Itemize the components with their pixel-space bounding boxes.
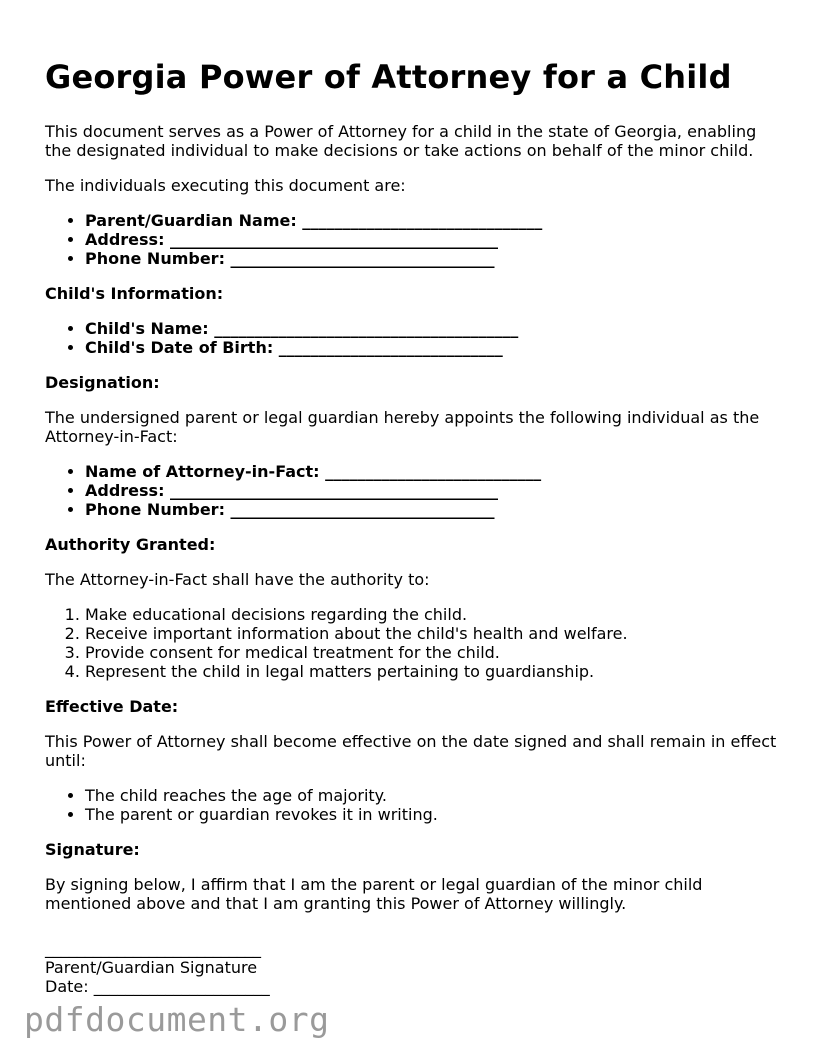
authority-list (45, 605, 785, 681)
signature-line: ___________________________ (45, 939, 261, 958)
intro-paragraph: This document serves as a Power of Attorney for a child in the state of Georgia, enabling the designated individual to make decisions or take actions on behalf of the minor child. (45, 122, 757, 160)
effective-conditions-list (45, 786, 785, 824)
effective-condition-item: • The child reaches the age of majority. (85, 786, 785, 805)
executing-intro: The individuals executing this document are: (45, 176, 406, 195)
signature-heading: Signature: (45, 840, 140, 859)
authority-heading: Authority Granted: (45, 535, 216, 554)
designation-heading: Designation: (45, 373, 160, 392)
document-page (45, 56, 785, 996)
designation-text: The undersigned parent or legal guardian hereby appoints the following individual as the Attorney-in-Fact: (45, 408, 760, 446)
signature-block (45, 939, 785, 996)
authority-item: 3. Provide consent for medical treatment for the child. (85, 643, 785, 662)
signature-label: Parent/Guardian Signature (45, 958, 258, 977)
parent-address-field: • Address: _________________________________________ (85, 230, 785, 249)
parent-phone-field: • Phone Number: _________________________________ (85, 249, 785, 268)
signature-text: By signing below, I affirm that I am the parent or legal guardian of the minor child mentioned above and that I am granting this Power of Attorney willingly. (45, 875, 703, 913)
child-info-heading: Child's Information: (45, 284, 224, 303)
authority-item: 1. Make educational decisions regarding the child. (85, 605, 785, 624)
parent-name-field: • Parent/Guardian Name: ______________________________ (85, 211, 785, 230)
watermark: pdfdocument.org (24, 1000, 330, 1039)
authority-text: The Attorney-in-Fact shall have the authority to: (45, 570, 430, 589)
attorney-address-field: • Address: _________________________________________ (85, 481, 785, 500)
authority-item: 4. Represent the child in legal matters pertaining to guardianship. (85, 662, 785, 681)
effective-date-text: This Power of Attorney shall become effective on the date signed and shall remain in effect until: (45, 732, 777, 770)
attorney-phone-field: • Phone Number: _________________________________ (85, 500, 785, 519)
attorney-fields-list (45, 462, 785, 519)
signature-date-field: Date: ______________________ (45, 977, 270, 996)
attorney-name-field: • Name of Attorney-in-Fact: ___________________________ (85, 462, 785, 481)
parent-fields-list (45, 211, 785, 268)
child-fields-list (45, 319, 785, 357)
child-name-field: • Child's Name: ______________________________________ (85, 319, 785, 338)
effective-date-heading: Effective Date: (45, 697, 179, 716)
child-dob-field: • Child's Date of Birth: ____________________________ (85, 338, 785, 357)
effective-condition-item: • The parent or guardian revokes it in writing. (85, 805, 785, 824)
authority-item: 2. Receive important information about the child's health and welfare. (85, 624, 785, 643)
document-title: Georgia Power of Attorney for a Child (45, 58, 732, 96)
